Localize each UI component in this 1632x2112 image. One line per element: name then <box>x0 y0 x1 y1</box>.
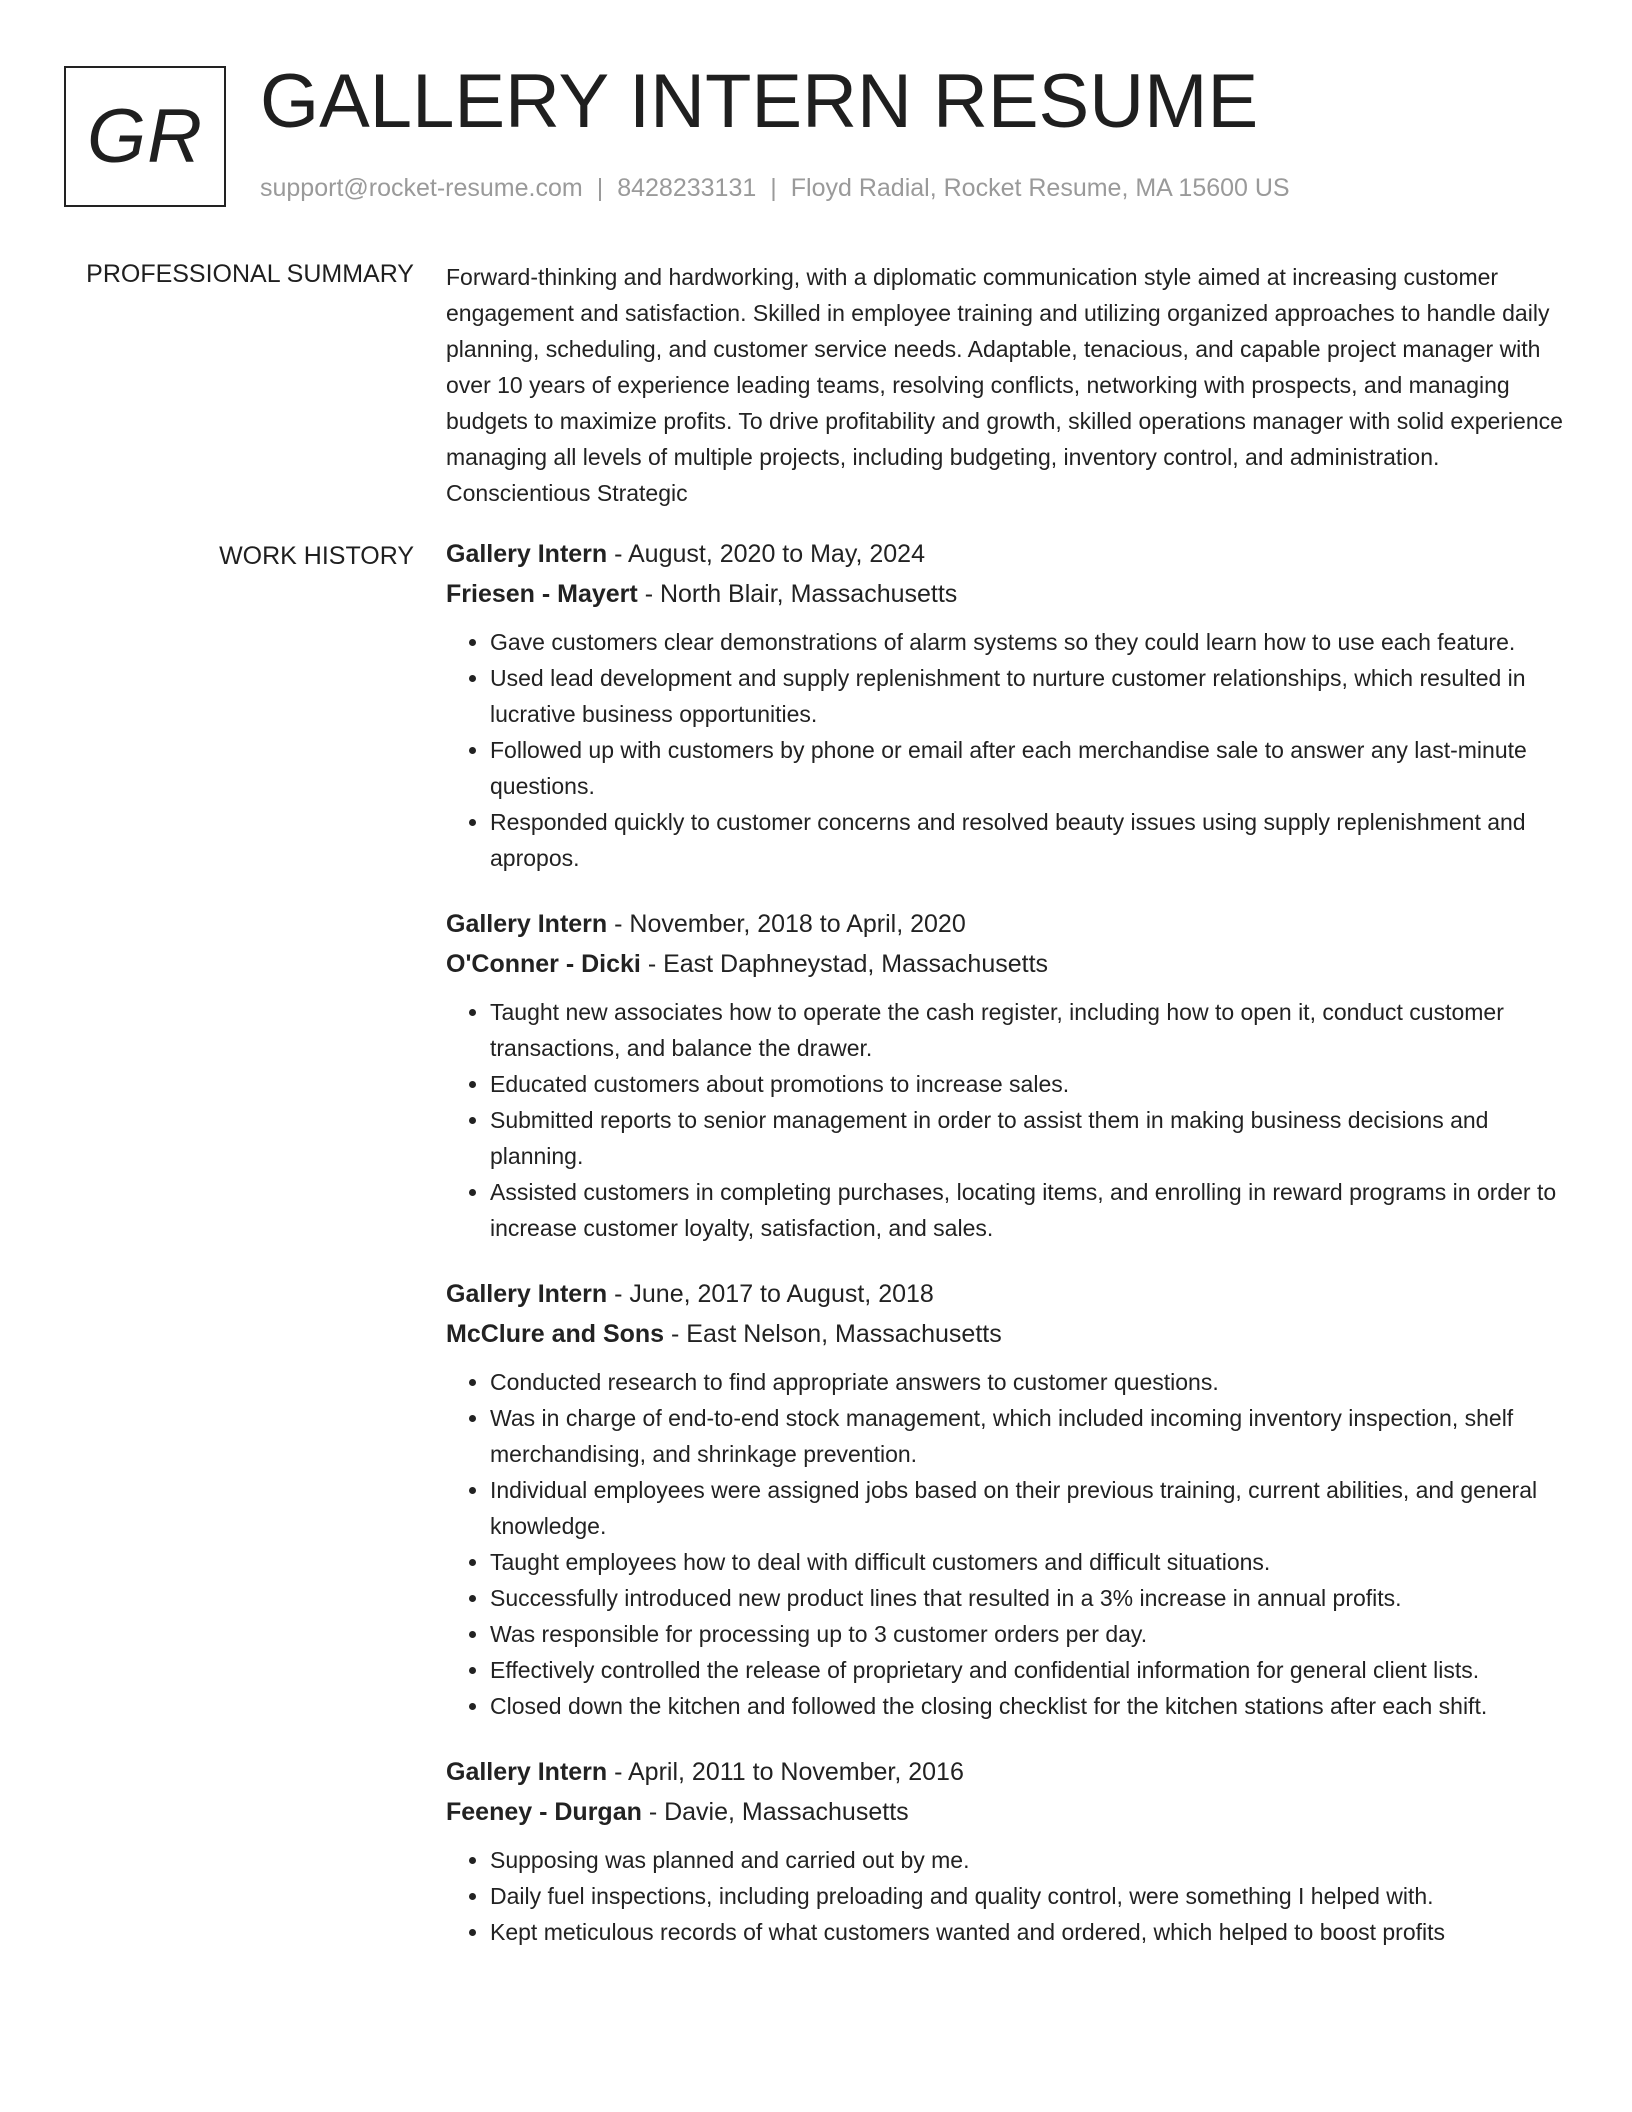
job-title-line <box>446 534 1566 574</box>
job-bullet: • Individual employees were assigned jobs based on their previous training, current abilities, and general knowledge. <box>490 1472 1566 1544</box>
job-location: - East Nelson, Massachusetts <box>664 1320 1002 1348</box>
job-bullets <box>446 624 1566 876</box>
job-entry <box>446 1274 1566 1724</box>
section-label-work-history: WORK HISTORY <box>219 542 414 570</box>
job-bullet: • Assisted customers in completing purchases, locating items, and enrolling in reward programs in order to increase customer loyalty, satisfaction, and sales. <box>490 1174 1566 1246</box>
contact-email[interactable]: support@rocket-resume.com <box>260 174 583 202</box>
job-company-line <box>446 944 1566 984</box>
job-bullets <box>446 1842 1566 1950</box>
job-company-line <box>446 574 1566 614</box>
job-bullet: • Kept meticulous records of what customers wanted and ordered, which helped to boost profits <box>490 1914 1566 1950</box>
job-bullet: • Followed up with customers by phone or email after each merchandise sale to answer any last-minute questions. <box>490 732 1566 804</box>
job-title-line <box>446 1274 1566 1314</box>
job-location: - East Daphneystad, Massachusetts <box>640 950 1049 978</box>
job-title: Gallery Intern <box>446 1758 608 1786</box>
section-label-summary: PROFESSIONAL SUMMARY <box>86 260 414 288</box>
job-bullet: • Educated customers about promotions to increase sales. <box>490 1066 1566 1102</box>
job-entry <box>446 1752 1566 1950</box>
job-bullet: • Conducted research to find appropriate answers to customer questions. <box>490 1364 1566 1400</box>
monogram-logo: GR <box>64 66 226 207</box>
job-bullet: • Used lead development and supply replenishment to nurture customer relationships, which resulted in lucrative business opportunities. <box>490 660 1566 732</box>
job-dates: - August, 2020 to May, 2024 <box>607 540 925 568</box>
contact-address: Floyd Radial, Rocket Resume, MA 15600 US <box>790 174 1290 202</box>
job-bullet: • Taught new associates how to operate the cash register, including how to open it, conduct customer transactions, and balance the drawer. <box>490 994 1566 1066</box>
summary-text: Forward-thinking and hardworking, with a diplomatic communication style aimed at increasing customer engagement and satisfaction. Skilled in employee training and utilizing organized approaches to handle daily planning, scheduling, and customer service needs. Adaptable, tenacious, and capable project manager with over 10 years of experience leading teams, resolving conflicts, networking with prospects, and managing budgets to maximize profits. To drive profitability and growth, skilled operations manager with solid experience managing all levels of multiple projects, including budgeting, inventory control, and administration. Conscientious Strategic <box>446 264 1563 506</box>
job-bullet: • Taught employees how to deal with difficult customers and difficult situations. <box>490 1544 1566 1580</box>
job-bullet: • Was in charge of end-to-end stock management, which included incoming inventory inspection, shelf merchandising, and shrinkage prevention. <box>490 1400 1566 1472</box>
job-bullet: • Successfully introduced new product lines that resulted in a 3% increase in annual profits. <box>490 1580 1566 1616</box>
job-bullet: • Daily fuel inspections, including preloading and quality control, were something I helped with. <box>490 1878 1566 1914</box>
work-history-body <box>446 534 1566 1978</box>
job-company-line <box>446 1314 1566 1354</box>
job-location: - Davie, Massachusetts <box>641 1798 909 1826</box>
job-company: Friesen - Mayert <box>446 580 638 608</box>
job-bullet: • Closed down the kitchen and followed the closing checklist for the kitchen stations after each shift. <box>490 1688 1566 1724</box>
job-entry <box>446 904 1566 1246</box>
job-title-line <box>446 1752 1566 1792</box>
job-dates: - April, 2011 to November, 2016 <box>607 1758 964 1786</box>
job-dates: - June, 2017 to August, 2018 <box>607 1280 934 1308</box>
job-company-line <box>446 1792 1566 1832</box>
contact-separator: | <box>596 174 604 202</box>
job-company: O'Conner - Dicki <box>446 950 641 978</box>
contact-phone[interactable]: 8428233131 <box>617 174 757 202</box>
job-company: Feeney - Durgan <box>446 1798 642 1826</box>
resume-title: GALLERY INTERN RESUME <box>260 59 1259 144</box>
job-title: Gallery Intern <box>446 1280 608 1308</box>
job-bullet: • Submitted reports to senior management in order to assist them in making business decisions and planning. <box>490 1102 1566 1174</box>
job-bullets <box>446 1364 1566 1724</box>
summary-body <box>446 259 1566 511</box>
job-bullet: • Supposing was planned and carried out by me. <box>490 1842 1566 1878</box>
job-dates: - November, 2018 to April, 2020 <box>607 910 966 938</box>
job-entry <box>446 534 1566 876</box>
job-title: Gallery Intern <box>446 540 608 568</box>
contact-line <box>260 174 1290 203</box>
resume-header <box>64 59 1564 216</box>
contact-separator: | <box>770 174 777 202</box>
job-title-line <box>446 904 1566 944</box>
job-bullet: • Gave customers clear demonstrations of alarm systems so they could learn how to use each feature. <box>490 624 1566 660</box>
job-bullet: • Effectively controlled the release of proprietary and confidential information for general client lists. <box>490 1652 1566 1688</box>
job-bullets <box>446 994 1566 1246</box>
job-title: Gallery Intern <box>446 910 608 938</box>
job-company: McClure and Sons <box>446 1320 665 1348</box>
job-bullet: • Responded quickly to customer concerns and resolved beauty issues using supply replenishment and apropos. <box>490 804 1566 876</box>
job-location: - North Blair, Massachusetts <box>637 580 958 608</box>
job-bullet: • Was responsible for processing up to 3 customer orders per day. <box>490 1616 1566 1652</box>
